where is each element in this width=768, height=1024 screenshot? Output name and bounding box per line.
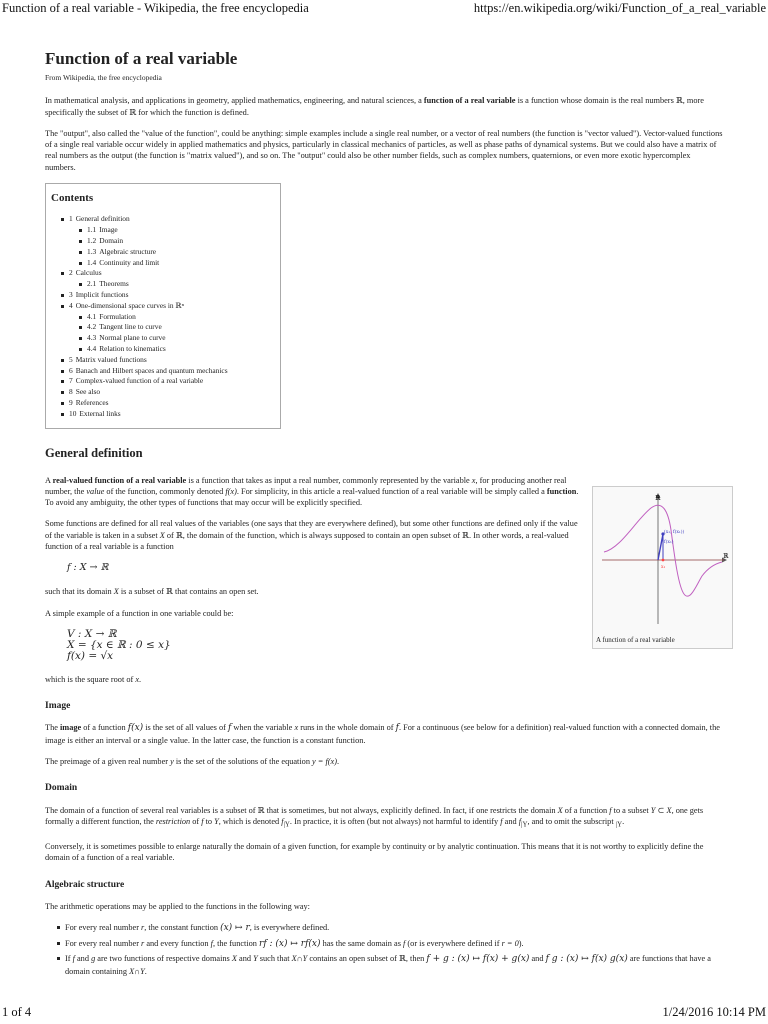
var: X [113,587,119,597]
toc-number: 3 [69,289,73,299]
var: f(x) [225,486,237,496]
text: . For simplicity, in this article a real-valued function of a real variable will be simply called a [236,486,547,496]
toc-number: 1.4 [87,257,97,267]
toc-label[interactable]: References [75,397,109,407]
toc-number: 5 [69,354,73,364]
formula: f : X → ℝ [67,562,109,574]
subscript: |Y [521,821,528,829]
bold-term: real-valued function of a real variable [52,475,187,485]
text: is a function whose domain is the real numbers ℝ, more specifically the subset of ℝ for which the function is defined. [45,96,704,117]
var: r [141,938,145,948]
toc-subitem[interactable] [87,225,274,236]
toc-label[interactable]: Implicit functions [75,289,129,299]
paragraph [45,756,723,767]
subscript: |Y [615,821,623,829]
toc-subitem[interactable] [87,279,274,290]
text: . [337,757,340,767]
text: are two functions of respective domains [95,954,232,964]
toc-item[interactable] [69,387,274,398]
toc-number: 4.2 [87,322,97,332]
formula-line: X = {x ∈ ℝ : 0 ≤ x} [67,638,171,651]
toc-label[interactable]: General definition [75,214,130,224]
section-heading-algebraic-structure: Algebraic structure [45,879,125,890]
text: and [236,954,254,964]
text: is the set of the solutions of the equation [173,757,313,767]
toc-item[interactable] [69,268,274,290]
text: which is the square root of [45,674,136,684]
toc-label[interactable]: See also [75,387,101,397]
bold-term: function [546,486,577,496]
toc-item[interactable] [69,355,274,366]
toc-subitem[interactable] [87,236,274,247]
var: x [471,475,476,485]
var: f [518,816,522,826]
text: The preimage of a given real number [45,757,171,767]
text: (or is everywhere defined if [405,938,502,948]
toc-label[interactable]: Normal plane to curve [99,333,166,343]
toc-label[interactable]: Domain [99,235,124,245]
subscript: |Y [283,821,290,829]
var: X∩Y [291,954,308,964]
text: to [203,816,215,826]
var: f [281,816,284,826]
text: . [144,966,147,976]
toc-title: Contents [51,192,94,205]
math-inline: f [395,723,399,734]
toc-label[interactable]: Matrix valued functions [75,354,147,364]
toc-number: 1.2 [87,235,97,245]
text: . In practice, it is often (but not always) not harmful to identify [289,816,501,826]
text: when the variable [231,723,295,733]
toc-item[interactable] [69,301,274,355]
toc-label[interactable]: Banach and Hilbert spaces and quantum mechanics [75,365,228,375]
text: and [74,954,92,964]
text: The domain of a function of several real variables is a subset of ℝ that is sometimes, but not always, explicitly defined. In fact, if one restricts the domain [45,805,558,815]
toc-number: 2 [69,268,73,278]
text: of a function [81,723,128,733]
var: g [91,954,96,964]
text: are functions that have a domain containing [65,954,711,976]
text: of [190,816,202,826]
text: . [139,674,142,684]
intro-paragraph-2: The "output", also called the "value of the function", could be anything: simple examples include a single real number, or a vector of real numbers (the function is "vector valued"). Vector-valued functions of a single real variable occur widely in applied mathematics and physics, particularly in classical mechanics of particles, as well as phase paths of dynamical systems. But we could also have a matrix of real numbers as the output (the function is "matrix valued"), and so on. The "output" could also be other number fields, such as complex numbers, quaternions, or even more exotic hypercomplex numbers. [45,128,723,172]
page-number: 1 of 4 [2,1005,32,1019]
math-inline: f g : (x) ↦ f(x) g(x) [545,954,628,965]
toc-number: 8 [69,387,73,397]
math-inline: f [227,723,232,734]
article [45,48,729,980]
text: , the function [212,938,260,948]
text: , which is denoted [218,816,282,826]
var: f [72,954,75,964]
paragraph: Conversely, it is sometimes possible to enlarge naturally the domain of a given function, for example by continuity or by analytic continuation. This means that it is not worthy to explicitly define the domain of a function of a real variable. [45,841,704,863]
var: x [135,674,140,684]
text: A [45,475,53,485]
text: is a function that takes as input a real number, commonly represented by the variable [186,475,472,485]
math-inline: f(x) [127,723,144,734]
paragraph: A simple example of a function in one variable could be: [45,608,234,618]
x-axis-label: ℝ [723,552,729,560]
toc-number: 4.4 [87,343,97,353]
function-graph [596,490,729,630]
toc-label[interactable]: Algebraic structure [99,246,157,256]
toc-number: 1.3 [87,246,97,256]
math-inline: (x) ↦ r [220,923,250,934]
toc-label[interactable]: Formulation [99,311,136,321]
toc-label[interactable]: External links [79,408,121,418]
figure-caption: A function of a real variable [596,636,675,645]
bold-term: image [59,723,82,733]
var: X [666,805,672,815]
x-point [662,559,665,562]
toc-number: 6 [69,365,73,375]
text: of a function [562,805,610,815]
var: X [159,530,165,540]
toc-label[interactable]: Calculus [75,268,102,278]
toc-sublist [69,312,274,355]
print-footer [0,1002,768,1024]
paragraph [45,586,585,597]
var: y [170,757,174,767]
point-vector [658,534,663,560]
text: . To avoid any ambiguity, the other types of functions that may occur will be explicitly specified. [45,486,579,508]
toc-list [51,214,274,419]
toc-label[interactable]: Tangent line to curve [99,322,162,332]
x1-label: x₁ [661,565,666,570]
text: , the constant function [144,923,221,933]
var: X∩Y [129,966,145,976]
text: and [502,816,519,826]
text: has the same domain as [320,938,404,948]
print-page-title: Function of a real variable - Wikipedia, the free encyclopedia [2,1,309,15]
var: X [557,805,563,815]
toc-number: 4.3 [87,333,97,343]
paragraph: The arithmetic operations may be applied to the functions in the following way: [45,901,310,911]
text: is a subset of ℝ that contains an open set. [118,587,259,597]
var: r = 0 [501,938,519,948]
emphasis: value [86,486,105,496]
text: The [45,723,60,733]
formula-line: f(x) = √x [67,649,114,662]
var: x [294,723,299,733]
toc-item[interactable] [69,214,274,268]
toc-number: 1.1 [87,225,97,235]
text: , one gets formally a different function, the [45,805,704,826]
text: . [622,816,625,826]
toc-label[interactable]: Relation to kinematics [99,343,166,353]
toc-label[interactable]: Continuity and limit [99,257,160,267]
toc-number: 2.1 [87,279,97,289]
text: ⊂ [655,805,667,815]
toc-number: 4 [69,300,73,310]
text: is the set of all values of [143,723,228,733]
toc-label[interactable]: One-dimensional space curves in ℝⁿ [75,300,184,310]
tagline: From Wikipedia, the free encyclopedia [45,73,162,82]
var: Y [650,805,656,815]
value-label: f(x₁) [664,540,674,545]
var: r [141,923,145,933]
paragraph [45,518,585,552]
toc-item[interactable] [69,398,274,409]
math-inline: f + g : (x) ↦ f(x) + g(x) [426,954,530,965]
section-heading-general-definition: General definition [45,445,143,460]
text: of ℝ, the domain of the function, which is always supposed to contain an open subset of ℝ. In other words, a real-valued function of a real variable is a function [45,530,569,551]
var: f [403,938,406,948]
page-title: Function of a real variable [45,49,238,68]
list-item [57,922,723,935]
toc-item[interactable] [69,376,274,387]
var: Y [214,816,219,826]
print-page-url[interactable]: https://en.wikipedia.org/wiki/Function_of_a_real_variable [473,1,766,15]
text: such that [257,954,292,964]
formula-line: V : X → ℝ [67,627,117,640]
general-definition-body [45,475,585,686]
var: f [210,938,213,948]
list-item [57,953,723,977]
toc-subitem[interactable] [87,322,274,333]
paragraph [45,722,723,746]
intro-paragraph-1 [45,95,723,118]
toc-number: 10 [69,408,77,418]
toc-subitem[interactable] [87,333,274,344]
var: f [500,816,503,826]
toc-item[interactable] [69,290,274,301]
text: For every real number [65,923,142,933]
toc-subitem[interactable] [87,344,274,355]
print-datetime: 1/24/2016 10:14 PM [662,1005,766,1019]
text: , is everywhere defined. [249,923,330,933]
text: , and to omit the subscript [527,816,616,826]
text: and [529,954,546,964]
print-header [0,0,768,22]
section-heading-domain: Domain [45,783,78,794]
toc-sublist [69,225,274,268]
operations-list [57,922,723,977]
toc-item[interactable] [69,409,274,420]
list-item [57,938,723,951]
toc-subitem[interactable] [87,258,274,269]
toc-number: 7 [69,376,73,386]
text: runs in the whole domain of [298,723,396,733]
y-axis-label: ℝ [655,494,661,502]
paragraph [45,805,723,831]
var: X [231,954,237,964]
paragraph [45,674,585,685]
figure-thumbnail[interactable] [592,486,733,649]
toc-number: 1 [69,214,73,224]
toc-number: 4.1 [87,311,97,321]
toc-number: 9 [69,397,73,407]
text: Some functions are defined for all real values of the variables (one says that they are everywhere defined), but some other functions are defined only if the value of the variable is taken in a subset [45,519,578,540]
paragraph [45,475,585,509]
text: . For a continuous (see below for a definition) real-valued function with a connected domain, the image is either an interval or a single value. In the latter case, the function is a constant function. [45,723,720,745]
text: of the function, commonly denoted [104,486,226,496]
text: In mathematical analysis, and applications in geometry, applied mathematics, engineering, and natural sciences, a [45,96,424,106]
toc-subitem[interactable] [87,247,274,258]
var: f [201,816,204,826]
text: ). [518,938,524,948]
text: contains an open subset of ℝ, then [307,954,427,964]
point-label: (x₁, f(x₁)) [664,530,685,535]
text: and every function [144,938,211,948]
table-of-contents [45,183,281,428]
section-heading-image: Image [45,701,71,712]
text: If [65,954,73,964]
math-inline: rf : (x) ↦ rf(x) [259,938,321,949]
var: f [609,805,612,815]
toc-label[interactable]: Image [99,225,118,235]
var: y = f(x) [312,757,337,767]
formula-block [67,629,585,662]
text: to a subset [611,805,651,815]
emphasis: restriction [155,816,191,826]
toc-subitem[interactable] [87,312,274,323]
toc-sublist [69,279,274,290]
text: , for producing another real number, the [45,475,567,496]
bold-term: function of a real variable [423,96,516,106]
text: such that its domain [45,587,114,597]
text: For every real number [65,938,142,948]
toc-label[interactable]: Theorems [99,279,129,289]
toc-item[interactable] [69,366,274,377]
var: Y [253,954,258,964]
toc-label[interactable]: Complex-valued function of a real variable [75,376,204,386]
